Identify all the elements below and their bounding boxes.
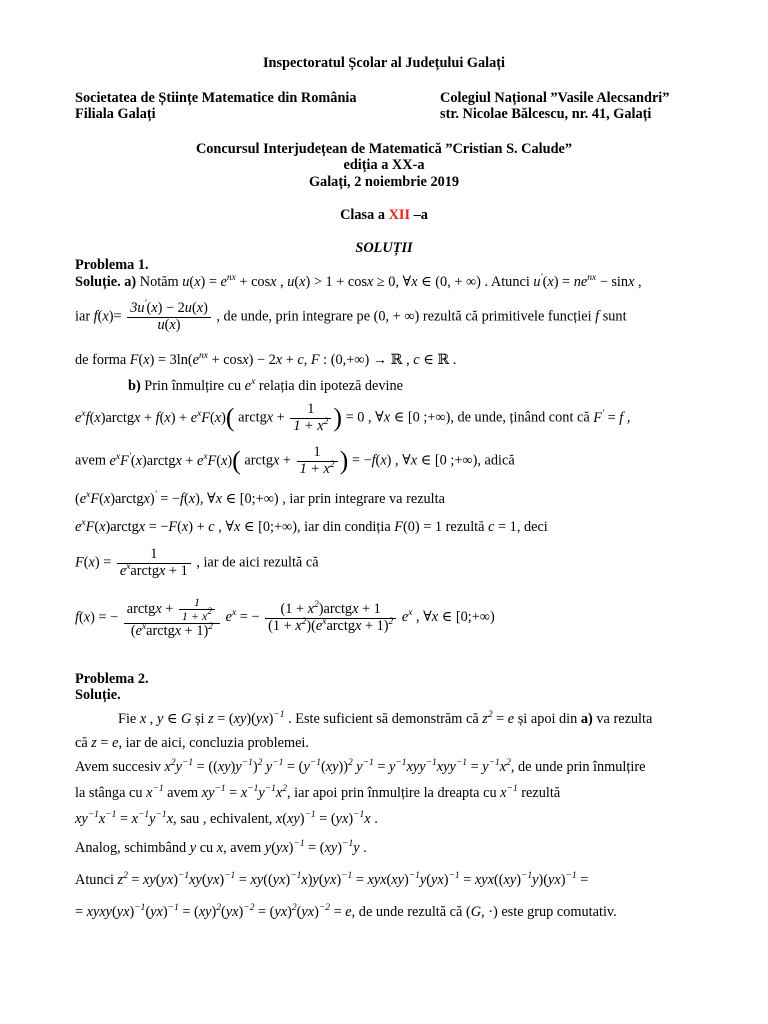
class-prefix: Clasa a xyxy=(340,207,385,223)
college-line-2: str. Nicolae Bălcescu, nr. 41, Galați xyxy=(440,106,652,122)
p2-line-5: $xy^{-1}x^{-1} = x^{-1}y^{-1}x$, sau , echivalent, x(xy)$^{-1}$ = (yx)$^{-1}$x . xyxy=(75,810,378,827)
p1-eq-2: avem $e^xF'(x)arctgx + e^xF(x)$( arctgx + $\frac{1}{1 + x^2}$ ) = −f(x) , ∀x ∈ [0 ;+∞), adică xyxy=(75,444,515,477)
p2-line-7: Atunci $z^2 = xy(yx)^{-1}xy(yx)^{-1} = xy((yx)^{-1}x)y(yx)^{-1} = xyx(xy)^{-1}y(yx)^{-1} = xyx((xy)^{-1}y)(yx)^{-1}$ = xyxy=(75,871,589,888)
p2-line-6: Analog, schimbând y cu x, avem y(yx)$^{-1}$ = (xy)$^{-1}$y . xyxy=(75,839,367,856)
society-line-1: Societatea de Științe Matematice din România xyxy=(75,90,357,106)
p2-line-8: = xyxy(yx)$^{-1}$(yx)$^{-1}$ = (xy)$^2$(yx)$^{-2}$ = (yx)$^2$(yx)$^{-2}$ = e, de unde rezultă că (G, ·) este grup comutativ. xyxy=(75,903,617,920)
p2-line-4: la stânga cu $x^{-1}$ avem $xy^{-1} = x^{-1}y^{-1}x^2$, iar apoi prin înmulțire la dreapta cu $x^{-1}$ rezultă xyxy=(75,784,561,801)
p2-line-2: că z = e, iar de aici, concluzia problemei. xyxy=(75,735,309,751)
p1-line-1: Soluție. a) Notăm $u(x) = e^{nx} + \cos x$ , u(x) > 1 + cosx ≥ 0, ∀x ∈ (0, + ∞) . Atunci $u'(x) = ne^{nx} - \sin x$ , xyxy=(75,273,642,290)
p2-solution-label: Soluție. xyxy=(75,687,121,703)
society-line-2: Filiala Galați xyxy=(75,106,156,122)
p1-line-2: iar f(x)= $\frac{3u'(x) - 2u(x)}{u(x)}$ , de unde, prin integrare pe (0, + ∞) rezultă că primitivele funcției f sunt xyxy=(75,299,627,333)
solutions-title: SOLUȚII xyxy=(355,240,413,256)
problem-2-title: Problema 2. xyxy=(75,671,149,687)
p1-eq-1: $e^xf(x)arctgx + f(x) + e^xF(x)$( arctgx + $\frac{1}{1 + x^2}$ ) = 0 , ∀x ∈ [0 ;+∞), de unde, ținând cont că F' = f , xyxy=(75,401,631,434)
inspectorate-title: Inspectoratul Școlar al Județului Galați xyxy=(262,55,505,71)
edition: ediția a XX-a xyxy=(343,157,425,173)
p2-line-3: Avem succesiv $x^2y^{-1} = ((xy)y^{-1})^2$ $y^{-1} = (y^{-1}(xy))^2$ $y^{-1} = y^{-1}xyy^{-1}xyy^{-1} = y^{-1}x^2$, de unde prin înmulțire xyxy=(75,758,646,775)
p1-eq-3: $(e^xF(x)arctgx)' = -f(x)$, ∀x ∈ [0;+∞) , iar prin integrare va rezulta xyxy=(75,490,445,507)
college-line-1: Colegiul Național ”Vasile Alecsandri” xyxy=(440,90,670,106)
problem-1-title: Problema 1. xyxy=(75,257,149,273)
p1-line-3: de forma $F(x) = 3\ln(e^{nx} + \cos x) - 2x + c$, F : (0,+∞) → ℝ , c ∈ ℝ . xyxy=(75,351,457,368)
p1-eq-4: $e^xF(x)arctgx = -F(x) + c$ , ∀x ∈ [0;+∞), iar din condiția F(0) = 1 rezultă c = 1, deci xyxy=(75,518,548,535)
p2-line-1: Fie x , y ∈ G și z = (xy)(yx)$^{-1}$ . Este suficient să demonstrăm că $z^2 = e$ și apoi din a) va rezulta xyxy=(118,710,653,727)
p1-eq-5: F(x) = $\frac{1}{e^xarctgx + 1}$ , iar de aici rezultă că xyxy=(75,546,319,579)
class-heading xyxy=(0,207,768,223)
contest-title: Concursul Interjudețean de Matematică ”Cristian S. Calude” xyxy=(195,141,573,157)
place-date: Galați, 2 noiembrie 2019 xyxy=(308,174,460,190)
class-suffix: –a xyxy=(413,207,428,223)
p1-b-intro: b) Prin înmulțire cu $e^x$ relația din ipoteză devine xyxy=(128,377,404,394)
class-number: XII xyxy=(388,207,411,223)
p1-eq-6: f(x) = − arctgx + $\frac{1}{1 + x^2}$ $(e^xarctgx + 1)^2$ $e^x$ = − $\frac{(1 + x^2)arctgx + 1}{(1 + x^2)(e^xarctgx + 1)^2}$ $e^x$ , ∀x ∈ [0;+∞) xyxy=(75,595,495,640)
